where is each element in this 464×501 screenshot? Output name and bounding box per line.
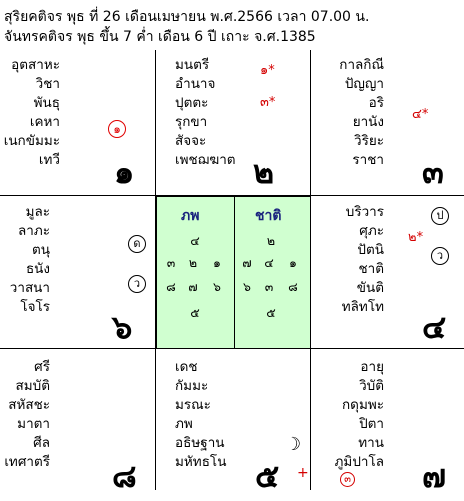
plus-marker: +: [297, 465, 309, 481]
house-label: ภูมิปาโล: [334, 454, 384, 470]
house-label: อธิษฐาน: [175, 435, 225, 451]
center-number: ๔: [190, 233, 200, 248]
planet-icon: ว: [431, 247, 449, 265]
house-label: เดช: [175, 359, 198, 375]
center-number: ๗: [188, 279, 198, 294]
house-label: มรณะ: [175, 397, 211, 413]
center-number: ๑: [289, 255, 297, 270]
house-label: ศีล: [33, 435, 50, 451]
house-label: ปัญญา: [344, 76, 384, 92]
house-label: เทศาตรี: [4, 454, 50, 470]
house-label: มนตรี: [175, 57, 210, 73]
house-label: ปุตตะ: [175, 95, 209, 111]
house-label: ชาติ: [358, 261, 384, 277]
house-label: มหัทธโน: [175, 454, 227, 470]
house-label: ปัตนิ: [357, 242, 384, 258]
house-1: [0, 50, 155, 195]
star-marker: ๓*: [260, 95, 276, 110]
center-number: ๗: [242, 255, 252, 270]
house-number: ๑: [114, 153, 135, 191]
house-label: รุกขา: [175, 114, 208, 130]
house-2: [155, 50, 310, 195]
planet-icon: ว: [128, 275, 146, 293]
house-label: เทวี: [38, 152, 60, 168]
house-label: วิริยะ: [354, 133, 384, 149]
center-title: ภพ: [181, 208, 200, 224]
center-number: ๒: [266, 233, 276, 248]
house-4: [310, 195, 464, 348]
house-label: ทลิทโท: [341, 299, 384, 315]
house-label: โจโร: [20, 299, 50, 315]
center-number: ๓: [166, 255, 176, 270]
house-number: ๖: [112, 308, 133, 346]
house-label: เนกขัมมะ: [3, 133, 60, 149]
house-label: วิบัติ: [359, 378, 384, 394]
house-label: กัมมะ: [175, 378, 209, 394]
house-label: สหัสชะ: [8, 397, 50, 413]
house-label: ปิตา: [359, 416, 384, 432]
house-number: ๗: [422, 457, 447, 495]
house-label: บริวาร: [345, 204, 384, 220]
house-number: ๔: [422, 308, 447, 346]
moon-icon: ☽: [285, 434, 302, 455]
house-label: สมบัติ: [15, 378, 50, 394]
center-chart-bhop: [156, 196, 235, 349]
house-number: ๒: [253, 153, 275, 191]
center-title: ชาติ: [255, 208, 282, 224]
center-chart-chat: [234, 196, 311, 349]
star-marker: ๑*: [260, 63, 275, 78]
house-label: อายุ: [360, 359, 384, 375]
house-6: [0, 195, 155, 348]
center-number: ๕: [190, 305, 200, 320]
house-label: ภพ: [175, 416, 193, 432]
center-number: ๘: [288, 279, 298, 294]
house-label: กาลกิณี: [339, 57, 384, 73]
header-line-1: สุริยคติจร พุธ ที่ 26 เดือนเมษายน พ.ศ.2566 เวลา 07.00 น.: [4, 9, 370, 25]
planet-icon: ด: [128, 235, 146, 253]
planet-icon: ๓: [340, 472, 355, 487]
house-label: เพชฌฆาต: [175, 152, 236, 168]
house-label: กดุมพะ: [342, 397, 384, 413]
house-3: [310, 50, 464, 195]
center-number: ๒: [188, 255, 198, 270]
house-label: อริ: [368, 95, 384, 111]
house-number: ๘: [112, 457, 137, 495]
house-label: มาตา: [17, 416, 50, 432]
center-number: ๖: [243, 279, 251, 294]
header-line-2: จันทรคติจร พุธ ขึ้น 7 ค่ำ เดือน 6 ปี เถาะ จ.ศ.1385: [4, 29, 316, 45]
planet-icon: ป: [431, 207, 449, 225]
horoscope-grid: [0, 50, 464, 495]
house-label: ทาน: [358, 435, 384, 451]
house-label: ตนุ: [32, 242, 50, 258]
sun-planet-icon: ๑: [108, 120, 126, 138]
house-label: ลาภะ: [17, 223, 50, 239]
house-label: ยานัง: [352, 114, 384, 130]
house-number: ๓: [422, 153, 444, 191]
center-number: ๑: [213, 255, 221, 270]
house-label: ธนัง: [25, 261, 50, 277]
center-number: ๔: [264, 255, 274, 270]
center-number: ๘: [166, 279, 176, 294]
house-8: [0, 348, 155, 495]
house-7: [310, 348, 464, 495]
house-label: วาสนา: [9, 280, 50, 296]
house-label: วิชา: [35, 76, 60, 92]
house-label: อุตสาหะ: [11, 57, 60, 73]
house-number: ๕: [255, 457, 280, 495]
house-label: มูละ: [25, 204, 50, 220]
house-label: อำนาจ: [175, 76, 216, 92]
house-label: ศรี: [34, 359, 50, 375]
house-5: [155, 348, 310, 495]
house-label: สัจจะ: [175, 133, 207, 149]
star-marker: ๔*: [412, 107, 429, 122]
house-label: ราชา: [352, 152, 384, 168]
center-number: ๓: [264, 279, 274, 294]
star-marker: ๒*: [408, 230, 424, 245]
house-label: ศุภะ: [359, 223, 384, 239]
house-label: ขันติ: [356, 280, 384, 296]
house-label: พันธุ: [33, 95, 60, 111]
center-number: ๕: [266, 305, 276, 320]
house-label: เคหา: [29, 114, 60, 130]
center-number: ๖: [213, 279, 221, 294]
